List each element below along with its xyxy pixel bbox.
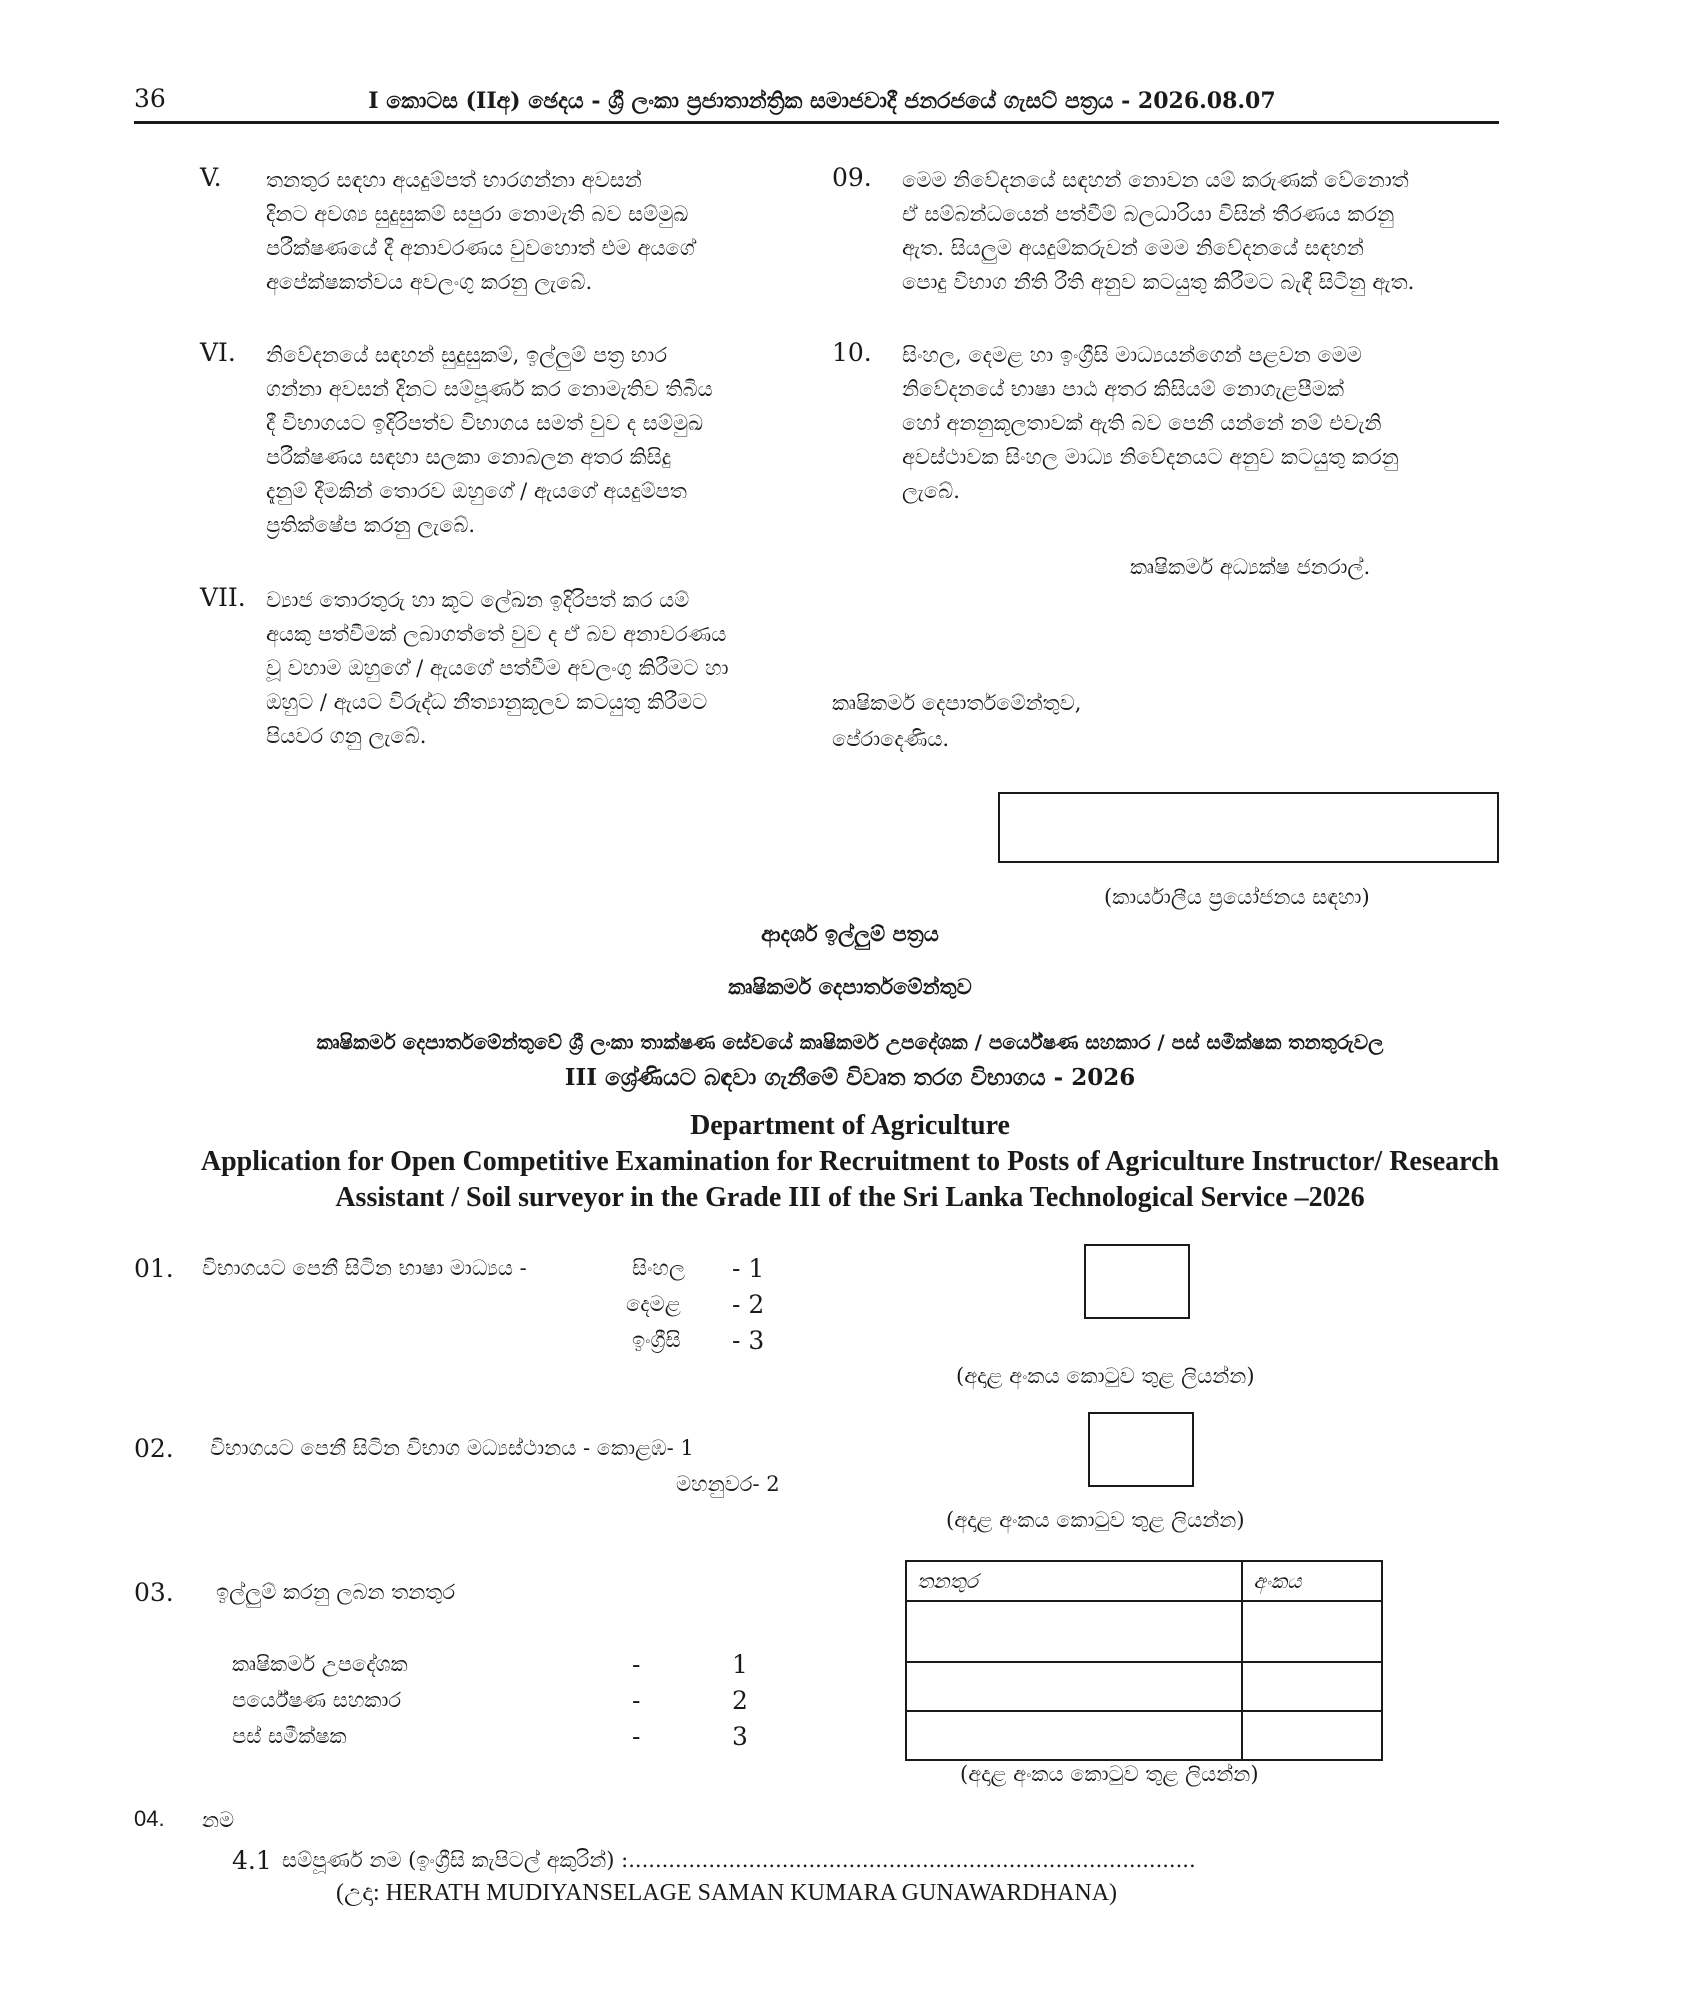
paragraph-10 (902, 338, 1499, 508)
form-title-si-line2: III ශ්‍රේණියට බඳවා ගැනීමේ විවෘත තරග විභාගය - 2026 (564, 1064, 1136, 1091)
signature-designation: කෘෂිකර්ම අධ්‍යක්ෂ ජනරාල්. (1130, 555, 1371, 579)
department-heading-si: කෘෂිකර්ම දෙපාර්තමේන්තුව (728, 974, 972, 999)
para-number: 09. (832, 163, 872, 192)
sub-question-number: 4.1 (232, 1846, 272, 1875)
question-label: නම (202, 1808, 235, 1832)
option-code: - 2 (732, 1290, 765, 1319)
office-use-label: (කාර්යාලීය ප්‍රයෝජනය සඳහා) (1104, 885, 1370, 909)
signature-department: කෘෂිකර්ම දෙපාර්තමේන්තුව, (832, 691, 1082, 715)
model-form-heading: ආදර්ශ ඉල්ලුම් පත්‍රය (761, 921, 939, 946)
option-label: පර්යේෂණ සහකාර (232, 1688, 402, 1712)
paragraph-09 (902, 163, 1499, 299)
text-line: නිවේදනයේ සඳහන් සුදුසුකම්, ඉල්ලුම් පත්‍ර භාර (266, 343, 668, 367)
paragraph-vii (266, 583, 816, 753)
box-caption: (අදාළ අංකය කොටුව තුළ ලියන්න) (956, 1364, 1255, 1388)
para-number: V. (200, 163, 222, 192)
option-code: 3 (732, 1722, 748, 1751)
question-label: විභාගයට පෙනී සිටින භාෂා මාධ්‍යය - (202, 1256, 527, 1280)
paragraph-v (266, 163, 816, 299)
text-line: අපේක්ෂකත්වය අවලංගු කරනු ලැබේ. (266, 270, 593, 294)
form-title-si-line1: කෘෂිකර්ම දෙපාර්තමේන්තුවේ ශ්‍රී ලංකා තාක්ෂණ සේවයේ කෘෂිකර්ම උපදේශක / පර්යේෂණ සහකාර / පස් සමීක්ෂක තනතුරුවල (316, 1030, 1384, 1054)
option-code: - 1 (732, 1254, 765, 1283)
page-number: 36 (134, 84, 166, 113)
text-line: අයකු පත්වීමක් ලබාගත්තේ වුව ද ඒ බව අනාවරණය (266, 622, 727, 646)
text-line: දී විභාගයට ඉදිරිපත්ව විභාගය සමත් වුව ද සම්මුඛ (266, 411, 704, 435)
text-line: ව්‍යාජ තොරතුරු හා කූට ලේඛන ඉදිරිපත් කර යම් (266, 588, 690, 612)
table-header-post: තනතුර (906, 1561, 1242, 1601)
text-line: පරීක්ෂණයේ දී අනාවරණය වුවහොත් එම අයගේ (266, 236, 695, 260)
post-cell[interactable] (906, 1662, 1242, 1711)
text-line: ප්‍රතික්ෂේප කරනු ලැබේ. (266, 513, 476, 537)
option-dash: - (632, 1686, 641, 1715)
paragraph-vi (266, 338, 816, 542)
name-example: (උදා: HERATH MUDIYANSELAGE SAMAN KUMARA GUNAWARDHANA) (336, 1880, 1118, 1906)
option-label: පස් සමීක්ෂක (232, 1724, 347, 1748)
header-rule (134, 121, 1499, 124)
text-line: ගන්නා අවසන් දිනට සම්පූර්ණ කර නොමැතිව තිබිය (266, 377, 713, 401)
post-cell[interactable] (906, 1601, 1242, 1662)
para-number: VI. (200, 338, 236, 367)
department-heading-en: Department of Agriculture (690, 1110, 1010, 1141)
gazette-header-title: I කොටස (IIඅ) ඡෙදය - ශ්‍රී ලංකා ප්‍රජාතාන්ත්‍රික සමාජවාදී ජනරජයේ ගැසට් පත්‍රය - 2026.08.07 (368, 88, 1276, 114)
box-caption: (අදාළ අංකය කොටුව තුළ ලියන්න) (960, 1762, 1259, 1786)
post-cell[interactable] (906, 1711, 1242, 1760)
table-header-number: අංකය (1242, 1561, 1382, 1601)
question-number: 02. (134, 1434, 174, 1463)
text-line: පරීක්ෂණය සඳහා සලකා නොබලන අතර කිසිදු (266, 445, 672, 469)
option-label: ඉංග්‍රීසි (632, 1328, 681, 1352)
option-label: මහනුවර- 2 (676, 1472, 780, 1496)
text-line: අවස්ථාවක සිංහල මාධ්‍ය නිවේදනයට අනුව කටයුතු කරනු (902, 445, 1399, 469)
option-code: - 3 (732, 1326, 765, 1355)
para-number: VII. (200, 583, 246, 612)
text-line: පියවර ගනු ලැබේ. (266, 724, 427, 748)
text-line: මෙම නිවේදනයේ සඳහන් නොවන යම් කරුණක් වේනොත් (902, 168, 1409, 192)
option-label: දෙමළ (626, 1292, 681, 1316)
option-dash: - (632, 1722, 641, 1751)
number-cell[interactable] (1242, 1711, 1382, 1760)
question-number: 01. (134, 1254, 174, 1283)
text-line: දැනුම් දීමකින් තොරව ඔහුගේ / ඇයගේ අයදුම්පත (266, 479, 687, 503)
text-line: තනතුර සඳහා අයදුම්පත් භාරගන්නා අවසන් (266, 168, 642, 192)
option-label: කෘෂිකර්ම උපදේශක (232, 1652, 408, 1676)
text-line: ඔහුට / ඇයට විරුද්ධ නීත්‍යානුකූලව කටයුතු කිරීමට (266, 690, 708, 714)
number-cell[interactable] (1242, 1601, 1382, 1662)
text-line: වූ වහාම ඔහුගේ / ඇයගේ පත්වීම අවලංගු කිරීමට හා (266, 656, 729, 680)
question-number: 03. (134, 1578, 174, 1607)
text-line: නිවේදනයේ භාෂා පාඨ අතර කිසියම් නොගැළපීමක් (902, 377, 1345, 401)
para-number: 10. (832, 338, 872, 367)
option-dash: - (632, 1650, 641, 1679)
office-use-box[interactable] (998, 792, 1499, 863)
medium-answer-box[interactable] (1084, 1244, 1190, 1319)
option-code: 2 (732, 1686, 748, 1715)
option-code: 1 (732, 1650, 748, 1679)
form-title-en-line1: Application for Open Competitive Examination for Recruitment to Posts of Agriculture Instructor/ Research (200, 1146, 1500, 1177)
number-cell[interactable] (1242, 1662, 1382, 1711)
text-line: සිංහල, දෙමළ හා ඉංග්‍රීසි මාධ්‍යයන්ගෙන් පළවන මෙම (902, 343, 1362, 367)
centre-answer-box[interactable] (1088, 1412, 1194, 1487)
box-caption: (අදාළ අංකය කොටුව තුළ ලියන්න) (946, 1508, 1245, 1532)
text-line: දිනට අවශ්‍ය සුදුසුකම් සපුරා නොමැති බව සම්මුඛ (266, 202, 689, 226)
text-line: ලැබේ. (902, 479, 960, 503)
full-name-field-label[interactable]: සම්පූර්ණ නම (ඉංග්‍රීසි කැපිටල් අකුරින්) :..................................................................................... (282, 1848, 1196, 1872)
form-title-en-line2: Assistant / Soil surveyor in the Grade III of the Sri Lanka Technological Service –2026 (335, 1182, 1365, 1213)
post-table (905, 1560, 1383, 1761)
signature-place: පේරාදෙණිය. (832, 727, 950, 751)
text-line: ඒ සම්බන්ධයෙන් පත්වීම් බලධාරියා විසින් තීරණය කරනු (902, 202, 1395, 226)
question-label: විභාගයට පෙනී සිටින විභාග මධ්‍යස්ථානය - කොළඹ- 1 (210, 1436, 694, 1460)
question-number: 04. (134, 1806, 165, 1831)
text-line: පොදු විභාග නීති රීති අනුව කටයුතු කිරීමට බැඳී සිටිනු ඇත. (902, 270, 1415, 294)
option-label: සිංහල (632, 1256, 685, 1280)
text-line: හෝ අනනුකූලතාවක් ඇති බව පෙනී යන්නේ නම් එවැනි (902, 411, 1382, 435)
text-line: ඇත. සියලුම අයදුම්කරුවන් මෙම නිවේදනයේ සඳහන් (902, 236, 1364, 260)
question-label: ඉල්ලුම් කරනු ලබන තනතුර (216, 1580, 456, 1604)
